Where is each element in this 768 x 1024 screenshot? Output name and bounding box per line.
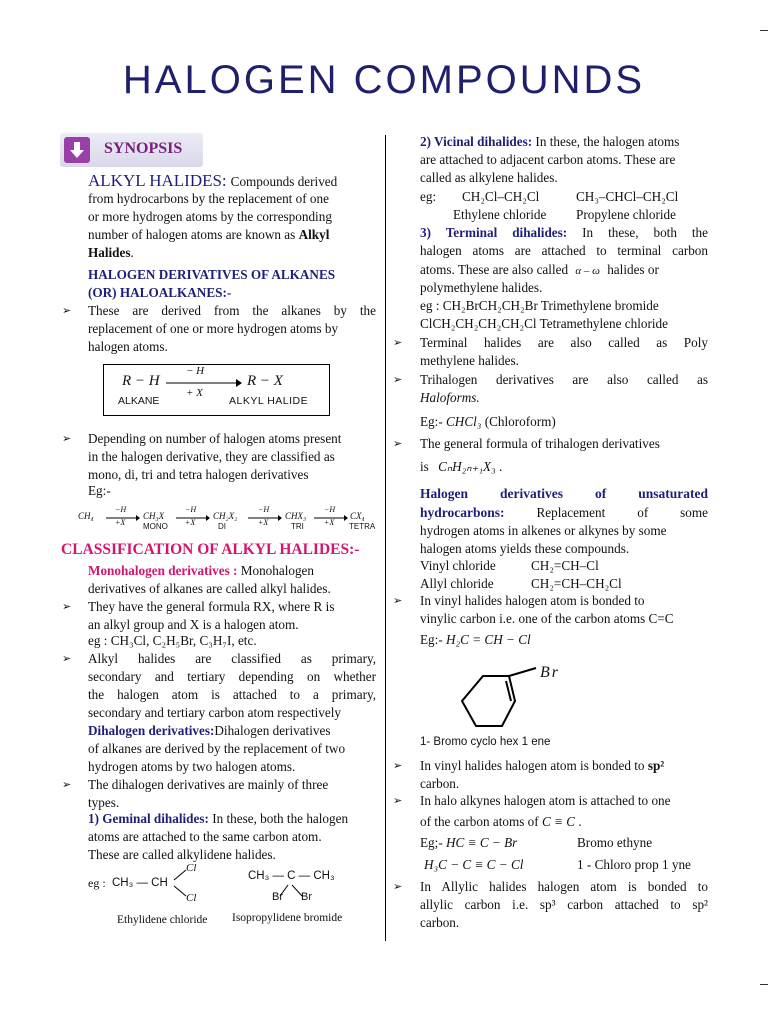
alkyl-halides-intro — [88, 171, 337, 191]
eq-label-alkane: ALKANE — [118, 395, 160, 407]
formula: CH₂=CH–CH₂Cl — [531, 576, 622, 591]
chain-arrow-bottom: +X — [115, 518, 126, 527]
compound-name: 1 - Chloro prop 1 yne — [577, 857, 691, 872]
bullet-arrow-icon: ➢ — [393, 437, 403, 450]
formula: H₃C − C ≡ C − Cl — [424, 857, 524, 872]
bullet-arrow-icon: ➢ — [393, 794, 403, 807]
text-line: In halo alkynes halogen atom is attached to one — [420, 793, 671, 808]
bromine-label: Br — [301, 891, 312, 903]
text-line: Eg:- CHCl₃ (Chloroform) — [420, 414, 556, 429]
compound-name: Allyl chloride — [420, 576, 494, 591]
column-divider — [385, 135, 386, 941]
text-line: Terminal halides are also called as Poly — [420, 335, 708, 350]
text-line: methylene halides. — [420, 353, 519, 368]
alkyl-halides-heading: ALKYL HALIDES: — [88, 171, 227, 190]
text-line: of the carbon atoms of C ≡ C . — [420, 814, 582, 829]
eg-label: eg: — [420, 189, 437, 204]
text-line: number of halogen atoms are known as Alkyl — [88, 227, 330, 242]
eq-label-alkyl-halide: ALKYL HALIDE — [229, 395, 309, 407]
bullet-arrow-icon: ➢ — [393, 594, 403, 607]
text-line: These are derived from the alkanes by the — [88, 303, 376, 318]
chlorine-label: Cl — [186, 892, 197, 904]
text-line: from hydrocarbons by the replacement of one — [88, 191, 329, 206]
chain-formula: CHX₃ — [285, 511, 307, 521]
text-line: ClCH₂CH₂CH₂CH₂Cl Tetramethylene chloride — [420, 316, 668, 331]
text-line: 2) Vicinal dihalides: In these, the halogen atoms — [420, 134, 680, 149]
text-line: or more hydrogen atoms by the corresponding — [88, 209, 332, 224]
text-line: These are called alkylidene halides. — [88, 847, 276, 862]
isopropylidene-formula: CH₃ — C — CH₃ — [248, 870, 335, 882]
text-line: atoms. These are also called α – ω halides or — [420, 262, 659, 277]
bullet-arrow-icon: ➢ — [393, 759, 403, 772]
text-line: the halogen atom is attached to a primary, — [88, 687, 376, 702]
text-line: Eg;- HC ≡ C − Br — [420, 835, 518, 850]
text-line: called as alkylene halides. — [420, 170, 558, 185]
compound-name: 1- Bromo cyclo hex 1 ene — [420, 736, 551, 748]
text-line: halogen atoms yields these compounds. — [420, 541, 630, 556]
text-line: hydrocarbons: Replacement of some — [420, 505, 708, 520]
isopropylidene-name: Isopropylidene bromide — [232, 912, 343, 924]
bullet-arrow-icon: ➢ — [62, 432, 72, 445]
synopsis-label: SYNOPSIS — [104, 140, 183, 157]
text-line: derivatives of alkanes are called alkyl halides. — [88, 581, 331, 596]
formula: CH₃–CHCl–CH₂Cl — [576, 189, 679, 204]
chain-label: DI — [218, 522, 226, 531]
eq-reactant: R − H — [122, 373, 160, 389]
text-line: hydrogen atoms by two halogen atoms. — [88, 759, 296, 774]
chain-label: MONO — [143, 522, 168, 531]
chain-label: TETRA — [349, 522, 376, 531]
text-line: In vinyl halides halogen atom is bonded to — [420, 593, 645, 608]
chain-arrow-bottom: +X — [324, 518, 335, 527]
text-line: secondary and tertiary carbon atom respectively — [88, 705, 342, 720]
bromine-label: Br — [272, 891, 283, 903]
reaction-equation-box — [103, 364, 330, 416]
text-line: eg : CH₂BrCH₂CH₂Br Trimethylene bromide — [420, 298, 659, 313]
text-line: in the halogen derivative, they are classified as — [88, 449, 335, 464]
text-line: Haloforms. — [420, 390, 480, 405]
text-line: The general formula of trihalogen derivatives — [420, 436, 660, 451]
compound-name: Ethylene chloride — [453, 207, 547, 222]
text-line: 3) Terminal dihalides: In these, both the — [420, 225, 708, 240]
text-line: carbon. — [420, 915, 460, 930]
section-heading: Halogen derivatives of unsaturated — [420, 486, 708, 501]
compound-name: Propylene chloride — [576, 207, 676, 222]
chain-arrow-top: −H — [115, 505, 127, 514]
classification-heading: CLASSIFICATION OF ALKYL HALIDES:- — [61, 541, 360, 558]
text-line: secondary and tertiary depending on whether — [88, 669, 376, 684]
bullet-arrow-icon: ➢ — [393, 373, 403, 386]
synopsis-badge — [60, 133, 203, 167]
text-line: types. — [88, 795, 120, 810]
chain-label: TRI — [291, 522, 304, 531]
section-heading: (OR) HALOALKANES:- — [88, 285, 232, 300]
edge-mark — [760, 984, 768, 985]
eq-product: R − X — [247, 373, 283, 389]
chain-formula: CX₄ — [350, 511, 365, 521]
text-line: They have the general formula RX, where R is — [88, 599, 335, 614]
chain-arrow-bottom: +X — [185, 518, 196, 527]
text-line: 1) Geminal dihalides: In these, both the halogen — [88, 811, 349, 826]
compound-name: Vinyl chloride — [420, 558, 496, 573]
text-line: Halides. — [88, 245, 134, 260]
chain-formula: CH₃X — [143, 511, 165, 521]
ethylidene-name: Ethylidene chloride — [117, 914, 208, 926]
chain-arrow-top: −H — [258, 505, 270, 514]
bullet-arrow-icon: ➢ — [393, 336, 403, 349]
text-line: mono, di, tri and tetra halogen derivatives — [88, 467, 309, 482]
bromocyclohexene-structure — [450, 666, 540, 746]
bullet-arrow-icon: ➢ — [62, 778, 72, 791]
chain-arrow-top: −H — [185, 505, 197, 514]
section-heading: HALOGEN DERIVATIVES OF ALKANES — [88, 267, 336, 282]
text-line: atoms are attached to the same carbon atom. — [88, 829, 322, 844]
text-line: allylic carbon i.e. sp³ carbon attached to sp² — [420, 897, 708, 912]
text-line: Depending on number of halogen atoms present — [88, 431, 342, 446]
chain-formula: CH₂X₂ — [213, 511, 238, 521]
bullet-arrow-icon: ➢ — [393, 880, 403, 893]
bullet-arrow-icon: ➢ — [62, 652, 72, 665]
chain-arrow-top: −H — [324, 505, 336, 514]
text-line: an alkyl group and X is a halogen atom. — [88, 617, 299, 632]
text-line: halogen atoms. — [88, 339, 168, 354]
text-line: Alkyl halides are classified as primary, — [88, 651, 376, 666]
text-line: halogen atoms are attached to terminal carbon — [420, 243, 708, 258]
text-line: In vinyl halides halogen atom is bonded to sp² — [420, 758, 665, 773]
compound-name: Bromo ethyne — [577, 835, 653, 850]
bullet-arrow-icon: ➢ — [62, 304, 72, 317]
text-line: Eg:- H₂C = CH − Cl — [420, 632, 531, 647]
eg-label: eg : — [88, 876, 106, 890]
eq-below-arrow: + X — [186, 387, 203, 399]
ethylidene-formula: CH₃ — CH — [112, 877, 168, 889]
edge-mark — [760, 30, 768, 31]
bullet-arrow-icon: ➢ — [62, 600, 72, 613]
chain-formula: CH₄ — [78, 511, 94, 521]
text-line: The dihalogen derivatives are mainly of three — [88, 777, 329, 792]
formula: CH₂Cl–CH₂Cl — [462, 189, 540, 204]
text-line: hydrogen atoms in alkenes or alkynes by some — [420, 523, 667, 538]
text-line: Dihalogen derivatives:Dihalogen derivatives — [88, 723, 331, 738]
text-line: vinylic carbon i.e. one of the carbon atoms C=C — [420, 611, 674, 626]
chlorine-label: Cl — [186, 862, 197, 874]
formula: CH₂=CH–Cl — [531, 558, 599, 573]
text-line: Compounds derived — [230, 174, 338, 189]
text-line: replacement of one or more hydrogen atoms by — [88, 321, 339, 336]
text-line: are attached to adjacent carbon atoms. These are — [420, 152, 676, 167]
text-line: In Allylic halides halogen atom is bonded to — [420, 879, 708, 894]
text-line: polymethylene halides. — [420, 280, 543, 295]
text-line: of alkanes are derived by the replacement of two — [88, 741, 346, 756]
text-line: is CₙH₂ₙ₊₁X₃ . — [420, 459, 503, 474]
text-line: Trihalogen derivatives are also called as — [420, 372, 708, 387]
eq-above-arrow: − H — [186, 365, 205, 377]
page-title: HALOGEN COMPOUNDS — [122, 58, 646, 102]
reaction-arrow-icon — [166, 379, 242, 387]
text-line: Monohalogen derivatives : Monohalogen — [88, 563, 315, 578]
bromine-label: Br — [540, 664, 560, 681]
text-line: Eg:- — [88, 483, 111, 498]
text-line: carbon. — [420, 776, 460, 791]
text-line: eg : CH₃Cl, C₂H₅Br, C₃H₇I, etc. — [88, 633, 257, 648]
chain-arrow-bottom: +X — [258, 518, 269, 527]
down-arrow-icon — [64, 137, 90, 163]
